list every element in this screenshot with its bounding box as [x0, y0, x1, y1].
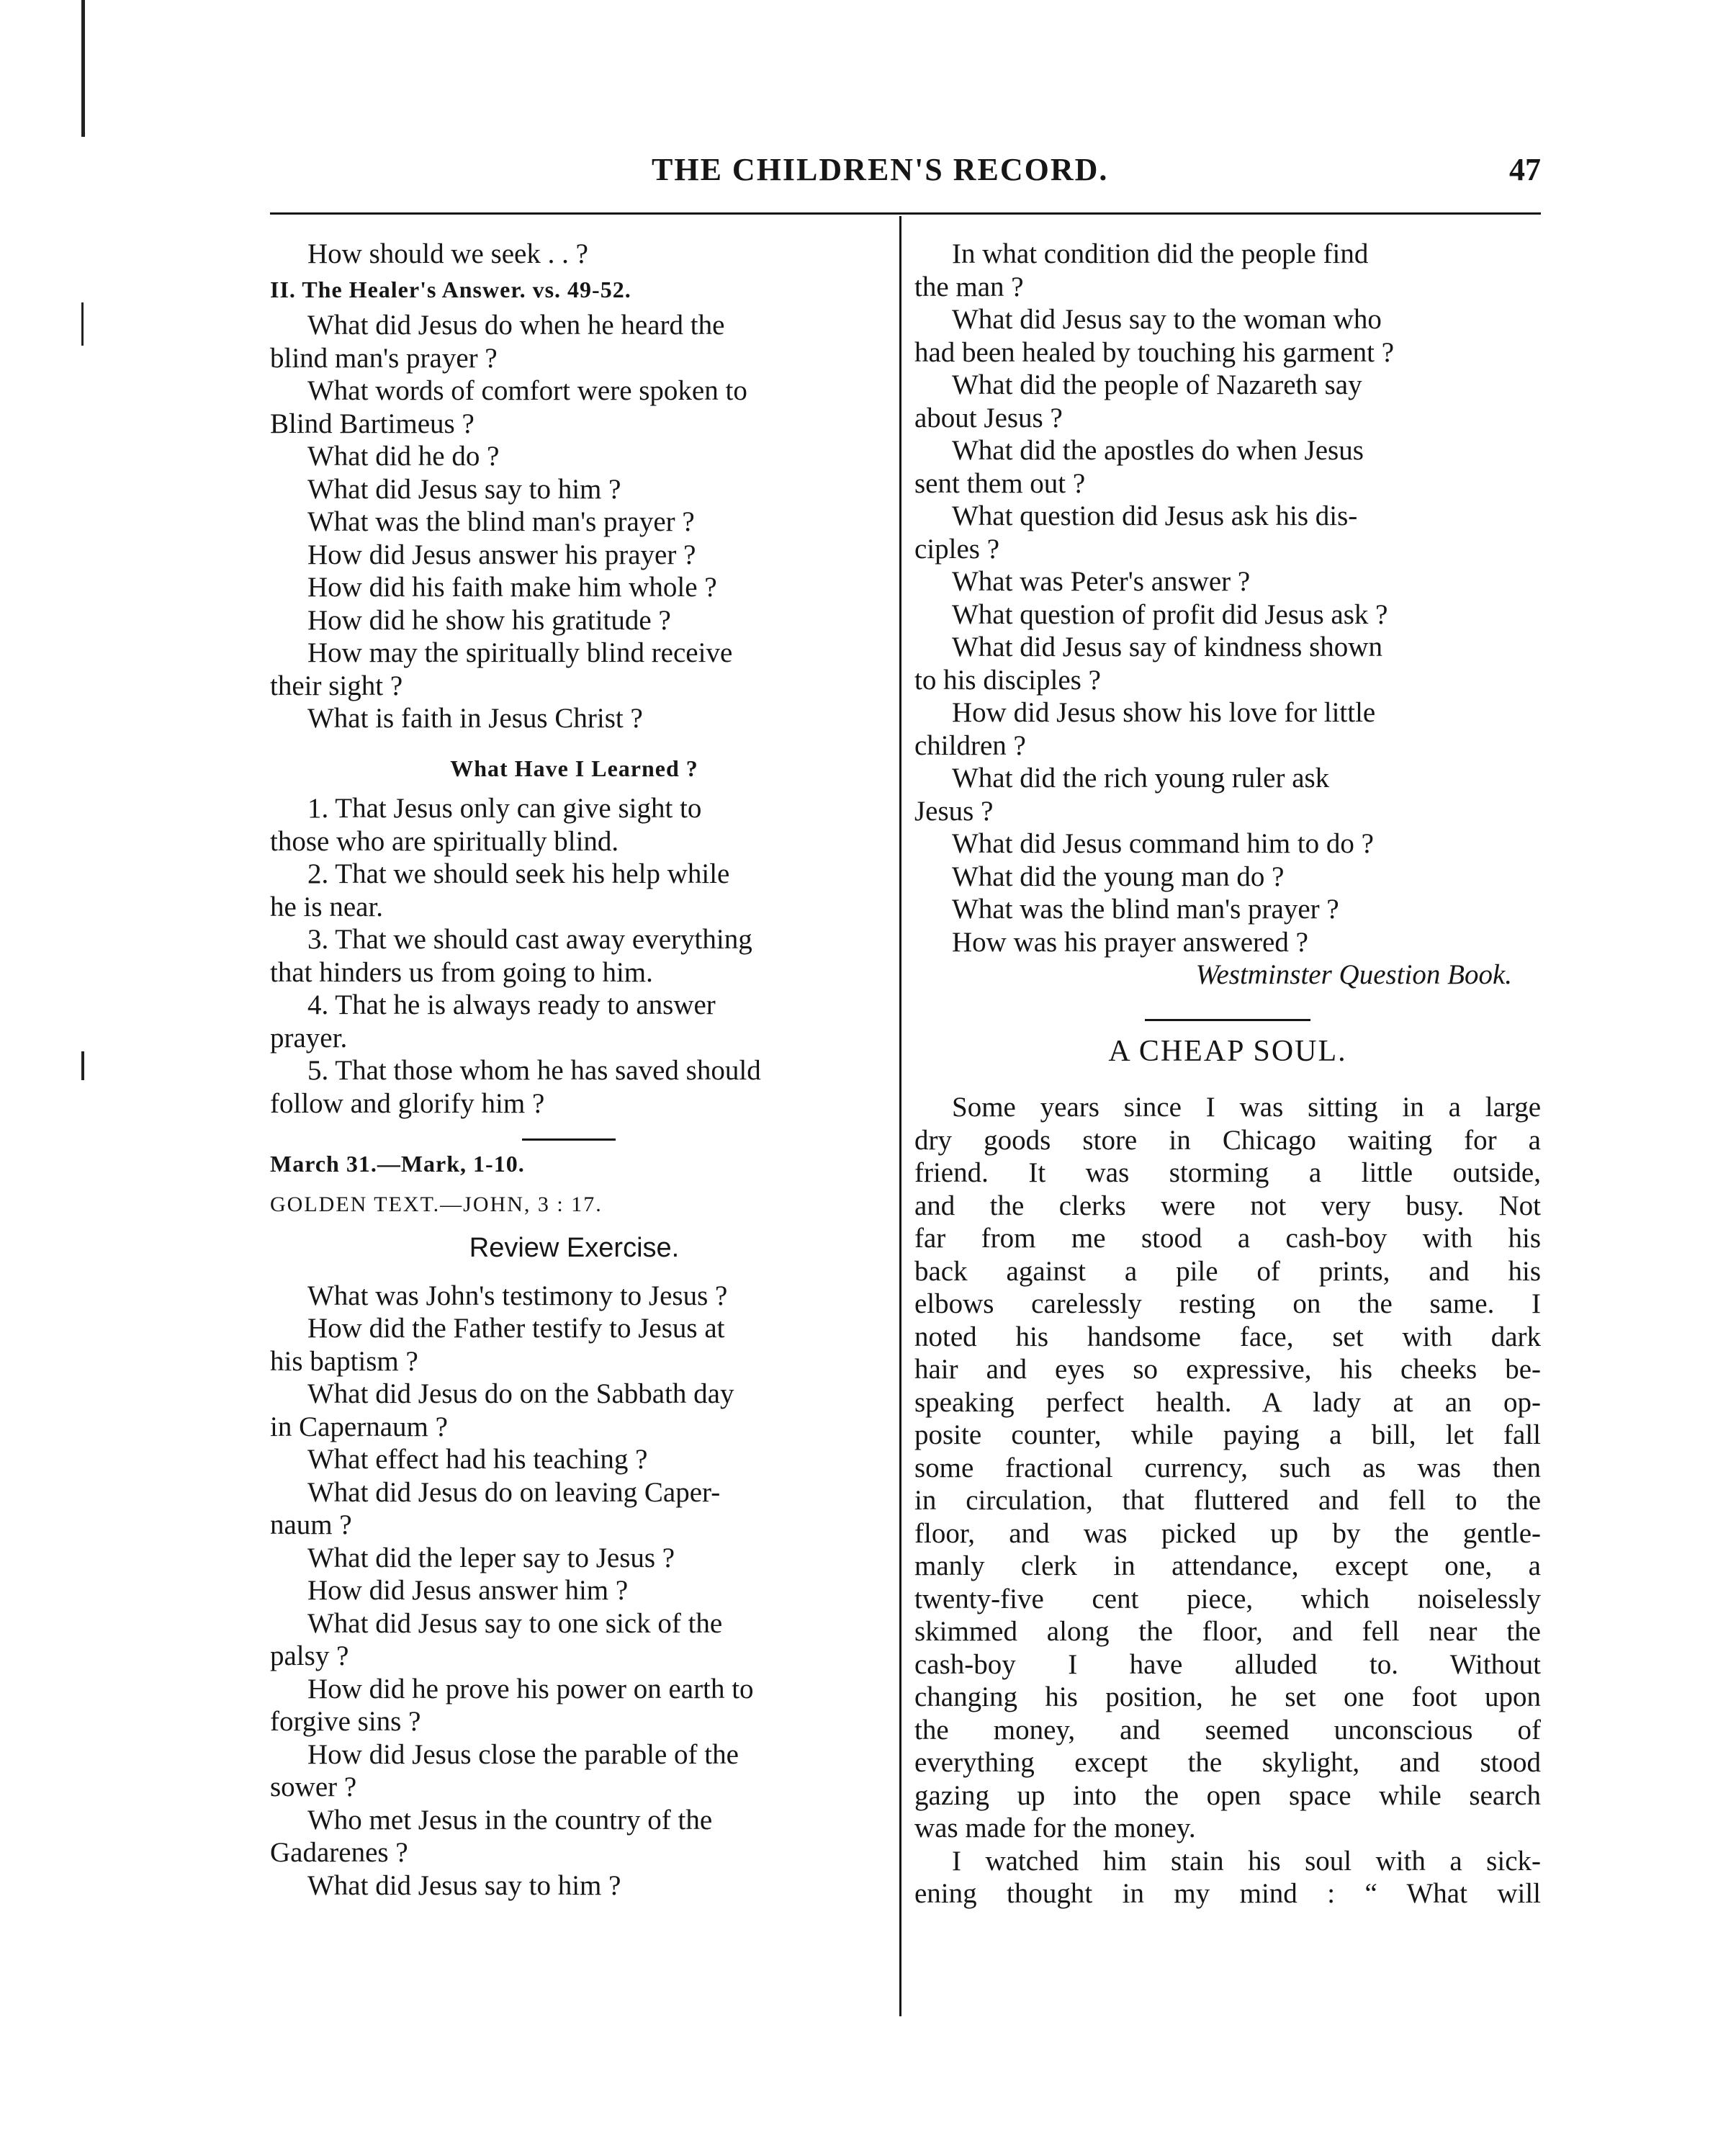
article-paragraph: [914, 1845, 1541, 1910]
review-line: Who met Jesus in the country of the: [307, 1804, 713, 1836]
review-line: What did Jesus say to him ?: [307, 1869, 621, 1901]
question-line: Blind Bartimeus ?: [270, 408, 475, 439]
section-heading: II. The Healer's Answer. vs. 49-52.: [270, 276, 631, 302]
section-rule: [522, 1138, 616, 1141]
review-line: sent them out ?: [914, 467, 1086, 499]
question-line: What words of comfort were spoken to: [307, 375, 747, 406]
review-line: How did Jesus show his love for little: [952, 697, 1376, 728]
learned-line: 4. That he is always ready to answer: [307, 989, 716, 1020]
learned-line: 1. That Jesus only can give sight to: [307, 793, 702, 824]
question-line: blind man's prayer ?: [270, 342, 498, 374]
page-header: [270, 151, 1541, 194]
article-line: ening thought in my mind : “ What will: [914, 1878, 1541, 1909]
review-line: naum ?: [270, 1509, 352, 1540]
review-line: What did the apostles do when Jesus: [952, 435, 1364, 466]
review-line: How did the Father testify to Jesus at: [307, 1313, 725, 1344]
article-line: elbows carelessly resting on the same. I: [914, 1288, 1541, 1319]
review-line: How did Jesus answer him ?: [307, 1575, 629, 1606]
review-line: How did he prove his power on earth to: [307, 1673, 754, 1704]
article-line: noted his handsome face, set with dark: [914, 1321, 1541, 1352]
review-line: What was Peter's answer ?: [952, 566, 1251, 597]
column-divider: [899, 216, 901, 2016]
review-line: in Capernaum ?: [270, 1411, 448, 1442]
review-line: forgive sins ?: [270, 1706, 421, 1737]
question-line: How did Jesus answer his prayer ?: [307, 539, 696, 570]
review-line: What did the young man do ?: [952, 861, 1285, 892]
review-line: How was his prayer answered ?: [952, 926, 1308, 958]
article-line: far from me stood a cash-boy with his: [914, 1223, 1541, 1254]
scan-margin-mark: [81, 0, 85, 137]
article-line: skimmed along the floor, and fell near the: [914, 1616, 1541, 1647]
page-title: THE CHILDREN'S RECORD.: [652, 152, 1109, 187]
review-line: sower ?: [270, 1771, 357, 1802]
learned-line: that hinders us from going to him.: [270, 956, 653, 988]
golden-text: GOLDEN TEXT.—JOHN, 3 : 17.: [270, 1192, 603, 1216]
review-line: What did Jesus say to one sick of the: [307, 1607, 723, 1639]
review-line: How did Jesus close the parable of the: [307, 1738, 739, 1770]
learned-list: [270, 792, 878, 1120]
question-line: How did his faith make him whole ?: [307, 572, 717, 603]
learned-line: those who are spiritually blind.: [270, 825, 619, 857]
review-line: In what condition did the people find: [952, 238, 1369, 269]
article-line: friend. It was storming a little outside,: [914, 1157, 1541, 1188]
section-rule: [1145, 1019, 1310, 1021]
article-line: hair and eyes so expressive, his cheeks be-: [914, 1354, 1541, 1385]
review-line: the man ?: [914, 271, 1024, 302]
review-line: What effect had his teaching ?: [307, 1444, 648, 1475]
article-paragraph: [914, 1091, 1541, 1845]
question-line: What was the blind man's prayer ?: [307, 506, 695, 537]
review-line: What question did Jesus ask his dis-: [952, 500, 1358, 531]
article-line: speaking perfect health. A lady at an op-: [914, 1386, 1541, 1418]
review-line: ciples ?: [914, 533, 1000, 565]
learned-heading: What Have I Learned ?: [450, 755, 698, 781]
review-line: What was John's testimony to Jesus ?: [307, 1280, 728, 1311]
review-line: about Jesus ?: [914, 402, 1063, 434]
article-line: I watched him stain his soul with a sick-: [952, 1845, 1541, 1877]
source-attribution: Westminster Question Book.: [1195, 959, 1512, 990]
article-line: gazing up into the open space while search: [914, 1779, 1541, 1811]
review-line: What did Jesus do on leaving Caper-: [307, 1476, 721, 1508]
review-line: What did the leper say to Jesus ?: [307, 1542, 675, 1573]
learned-line: prayer.: [270, 1022, 348, 1054]
question-line: How may the spiritually blind receive: [307, 637, 733, 668]
learned-line: 5. That those whom he has saved should: [307, 1055, 761, 1086]
article-line: everything except the skylight, and stood: [914, 1747, 1541, 1778]
learned-line: follow and glorify him ?: [270, 1087, 545, 1119]
article-line: posite counter, while paying a bill, let fall: [914, 1419, 1541, 1450]
article-line: changing his position, he set one foot upon: [914, 1681, 1541, 1712]
article-title: A CHEAP SOUL.: [1108, 1034, 1347, 1068]
question-line: What is faith in Jesus Christ ?: [307, 703, 643, 734]
header-rule: [270, 212, 1541, 215]
learned-line: 3. That we should cast away everything: [307, 924, 752, 955]
review-line: his baptism ?: [270, 1345, 418, 1377]
question-line: What did he do ?: [307, 441, 500, 472]
article-line: back against a pile of prints, and his: [914, 1255, 1541, 1287]
review-line: Gadarenes ?: [270, 1837, 408, 1868]
review-line: to his disciples ?: [914, 664, 1101, 696]
review-line: What did Jesus say of kindness shown: [952, 632, 1382, 662]
article-line: dry goods store in Chicago waiting for a: [914, 1124, 1541, 1156]
scan-margin-mark: [81, 302, 84, 346]
learned-line: he is near.: [270, 891, 384, 922]
review-line: What did the people of Nazareth say: [952, 369, 1362, 400]
article-line: in circulation, that fluttered and fell to the: [914, 1485, 1541, 1516]
lesson-reference: March 31.—Mark, 1-10.: [270, 1151, 525, 1177]
review-line: children ?: [914, 729, 1026, 761]
question-line: their sight ?: [270, 670, 403, 701]
question-line: What did Jesus say to him ?: [307, 473, 621, 505]
review-line: palsy ?: [270, 1640, 349, 1671]
question-line: What did Jesus do when he heard the: [307, 310, 725, 341]
review-line: What was the blind man's prayer ?: [952, 894, 1339, 925]
article-line: Some years since I was sitting in a large: [952, 1092, 1541, 1123]
learned-line: 2. That we should seek his help while: [307, 858, 730, 889]
article-line: and the clerks were not very busy. Not: [914, 1190, 1541, 1221]
review-line: Jesus ?: [914, 795, 994, 827]
review-list-continued: [914, 238, 1541, 958]
article-line: manly clerk in attendance, except one, a: [914, 1550, 1541, 1581]
section-two-questions: [270, 309, 878, 735]
page-number: 47: [1509, 152, 1541, 187]
left-column: [270, 238, 878, 1902]
article-line: some fractional currency, such as was then: [914, 1452, 1541, 1483]
article-line: twenty-five cent piece, which noiselessly: [914, 1583, 1541, 1614]
right-column: [914, 238, 1541, 1910]
question-line: How did he show his gratitude ?: [307, 604, 671, 636]
review-line: had been healed by touching his garment ?: [914, 336, 1395, 368]
scan-margin-mark: [81, 1051, 84, 1080]
article-line: cash-boy I have alluded to. Without: [914, 1648, 1541, 1680]
review-line: What question of profit did Jesus ask ?: [952, 598, 1388, 630]
article-line: floor, and was picked up by the gentle-: [914, 1517, 1541, 1549]
article-line: was made for the money.: [914, 1813, 1196, 1843]
review-line: What did Jesus do on the Sabbath day: [307, 1378, 734, 1409]
intro-question: How should we seek . . ?: [307, 238, 588, 269]
article-line: the money, and seemed unconscious of: [914, 1714, 1541, 1746]
review-line: What did the rich young ruler ask: [952, 763, 1330, 794]
review-list: [270, 1280, 878, 1903]
review-line: What did Jesus command him to do ?: [952, 828, 1374, 859]
review-line: What did Jesus say to the woman who: [952, 304, 1382, 335]
review-heading: Review Exercise.: [469, 1233, 680, 1263]
